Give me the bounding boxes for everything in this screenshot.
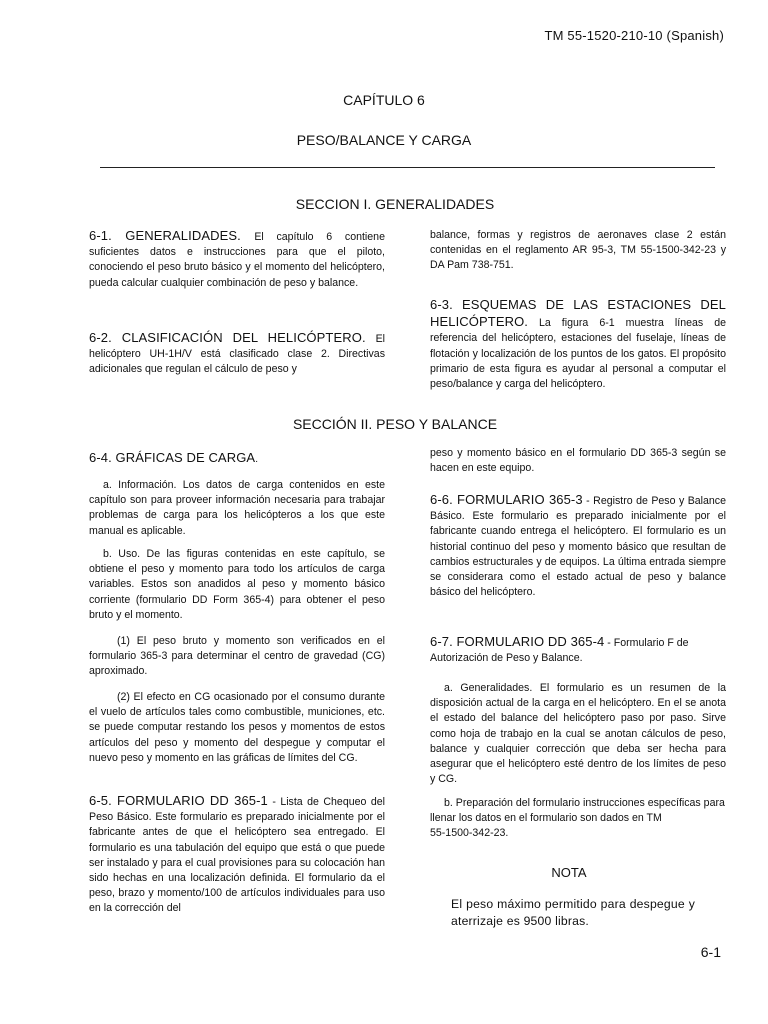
paragraph-6-7-b-text: b. Preparación del formulario instrucciones específicas para llenar los datos en el formulario son dados en TM xyxy=(430,797,725,825)
chapter-title: PESO/BALANCE Y CARGA xyxy=(296,132,472,148)
paragraph-6-1-heading: 6-1. GENERALIDADES xyxy=(89,228,238,243)
paragraph-6-5 xyxy=(89,793,385,917)
paragraph-6-5-heading: 6-5. FORMULARIO DD 365-1 xyxy=(89,793,268,808)
note-text: El peso máximo permitido para despegue y aterrizaje es 9500 libras. xyxy=(451,897,695,928)
paragraph-6-2-heading: 6-2. CLASIFICACIÓN DEL HELICÓPTERO xyxy=(89,330,362,345)
paragraph-6-5-body: Este formulario es preparado inicialmente por el fabricante antes de que el helicóptero sea entregado. El formulario es una tabulación del equipo que está o que puede ser instalado y para el cual provisiones para su colocación han sido hechas en una localización definida. El formulario da el peso, brazo y momento/100 de artículos individuales para uso en la corrección del xyxy=(89,811,385,915)
paragraph-6-7-a-text: a. Generalidades. El formulario es un resumen de la disposición actual de la carga en el helicóptero. En el se anota el estado del balance del helicóptero paso por paso. Sirve como hoja de trabajo en la cual se anotan cálculos de peso, balance y cualquier corrección que deba ser hecha para asegurar que el helicóptero esté dentro de los límites de peso y CG. xyxy=(430,682,726,786)
paragraph-6-7-a xyxy=(430,681,726,787)
paragraph-6-4-b1-text: (1) El peso bruto y momento son verificados en el formulario 365-3 para determinar el centro de gravedad (CG) aproximado. xyxy=(89,635,385,678)
horizontal-rule xyxy=(100,167,715,168)
paragraph-6-7-heading: 6-7. FORMULARIO DD 365-4 xyxy=(430,634,605,649)
paragraph-6-5-continued xyxy=(430,446,726,476)
paragraph-6-1-body: El capítulo 6 contiene suficientes datos e instrucciones para que el piloto, conociendo el peso bruto básico y el momento del helicóptero, pueda calcular cualquier combinación de peso y balance. xyxy=(89,231,385,289)
paragraph-6-2-cont-text: balance, formas y registros de aeronaves clase 2 están contenidas en el reglamento AR 95-3, TM 55-1500-342-23 y DA Pam 738-751. xyxy=(430,229,726,272)
paragraph-6-6 xyxy=(430,492,726,600)
paragraph-6-3-heading: 6-3. ESQUEMAS DE LAS ESTACIONES DEL HELICÓPTERO. xyxy=(430,297,726,330)
paragraph-6-7-subtitle: - Formulario F de Autorización de Peso y Balance. xyxy=(430,637,689,665)
paragraph-6-4-b2 xyxy=(89,690,385,766)
paragraph-6-2: 6-2. CLASIFICACIÓN DEL HELICÓPTERO. El helicóptero UH-1H/V está clasificado clase 2. Directivas adicionales que regulan el cálculo de peso y xyxy=(89,330,385,376)
chapter-label: CAPÍTULO 6 xyxy=(343,92,425,108)
paragraph-6-5-cont-text: peso y momento básico en el formulario DD 365-3 según se hacen en este equipo. xyxy=(430,447,726,475)
paragraph-6-3-body: La figura 6-1 muestra líneas de referencia del helicóptero, estaciones del fuselaje, líneas de flotación y localización de los puntos de los gatos. El propósito primario de esta figura es ayudar al personal a computar el peso/balance y carga del helicóptero. xyxy=(430,317,726,391)
paragraph-6-3 xyxy=(430,297,726,392)
section-2-title: SECCIÓN II. PESO Y BALANCE xyxy=(292,416,498,432)
paragraph-6-4-b2-text: (2) El efecto en CG ocasionado por el consumo durante el vuelo de artículos tales como combustible, municiones, etc. se puede computar restando los pesos y momentos de estos artículos del peso y momento del despegue y computar el nuevo peso y momento en las gráficas de límites del CG. xyxy=(89,691,385,764)
paragraph-6-6-body: Este formulario es preparado inicialmente por el fabricante cuando entrega el helicóptero. El formulario es un historial continuo del peso y momento básico que resultan de cambios estructurales y de equipos. La última entrada siempre se considerara como el estado actual de peso y balance básico del helicóptero. xyxy=(430,510,726,599)
paragraph-6-1: 6-1. GENERALIDADES. El capítulo 6 contiene suficientes datos e instrucciones para que el piloto, conociendo el peso bruto básico y el momento del helicóptero, pueda calcular cualquier combinación de peso y balance. xyxy=(89,228,385,289)
paragraph-6-2-continued xyxy=(430,228,726,274)
section-1-title: SECCION I. GENERALIDADES xyxy=(295,196,495,212)
paragraph-6-4-heading: 6-4. GRÁFICAS DE CARGA xyxy=(89,450,256,465)
paragraph-6-6-subtitle: - Registro de Peso y Balance Básico. xyxy=(430,495,726,523)
paragraph-6-4-heading-block: 6-4. GRÁFICAS DE CARGA. xyxy=(89,450,258,465)
document-id: TM 55-1520-210-10 (Spanish) xyxy=(544,28,724,43)
paragraph-6-6-heading: 6-6. FORMULARIO 365-3 xyxy=(430,492,583,507)
paragraph-6-2-body: El helicóptero UH-1H/V está clasificado clase 2. Directivas adicionales que regulan el cálculo de peso y xyxy=(89,333,385,376)
paragraph-6-4-a-text: a. Información. Los datos de carga contenidos en este capítulo son para proveer información necesaria para trabajar problemas de carga para los helicópteros a los que este manual es aplicable. xyxy=(89,479,385,537)
paragraph-6-5-subtitle: - Lista de Chequeo del Peso Básico. xyxy=(89,796,385,824)
paragraph-6-4-b xyxy=(89,547,385,623)
paragraph-6-7 xyxy=(430,634,726,666)
paragraph-6-7-b xyxy=(430,796,726,842)
note-title: NOTA xyxy=(551,865,587,880)
paragraph-6-4-b1 xyxy=(89,634,385,680)
paragraph-6-4-a xyxy=(89,478,385,539)
paragraph-6-7-b-reference: 55-1500-342-23. xyxy=(430,827,509,840)
page-number: 6-1 xyxy=(700,944,721,960)
paragraph-6-4-b-text: b. Uso. De las figuras contenidas en este capítulo, se obtiene el peso y momento para todo los artículos de carga variables. Estos son anadidos al peso y momento básico corriente (formulario DD Form 365-4) para obtener el peso bruto y el momento. xyxy=(89,548,385,621)
